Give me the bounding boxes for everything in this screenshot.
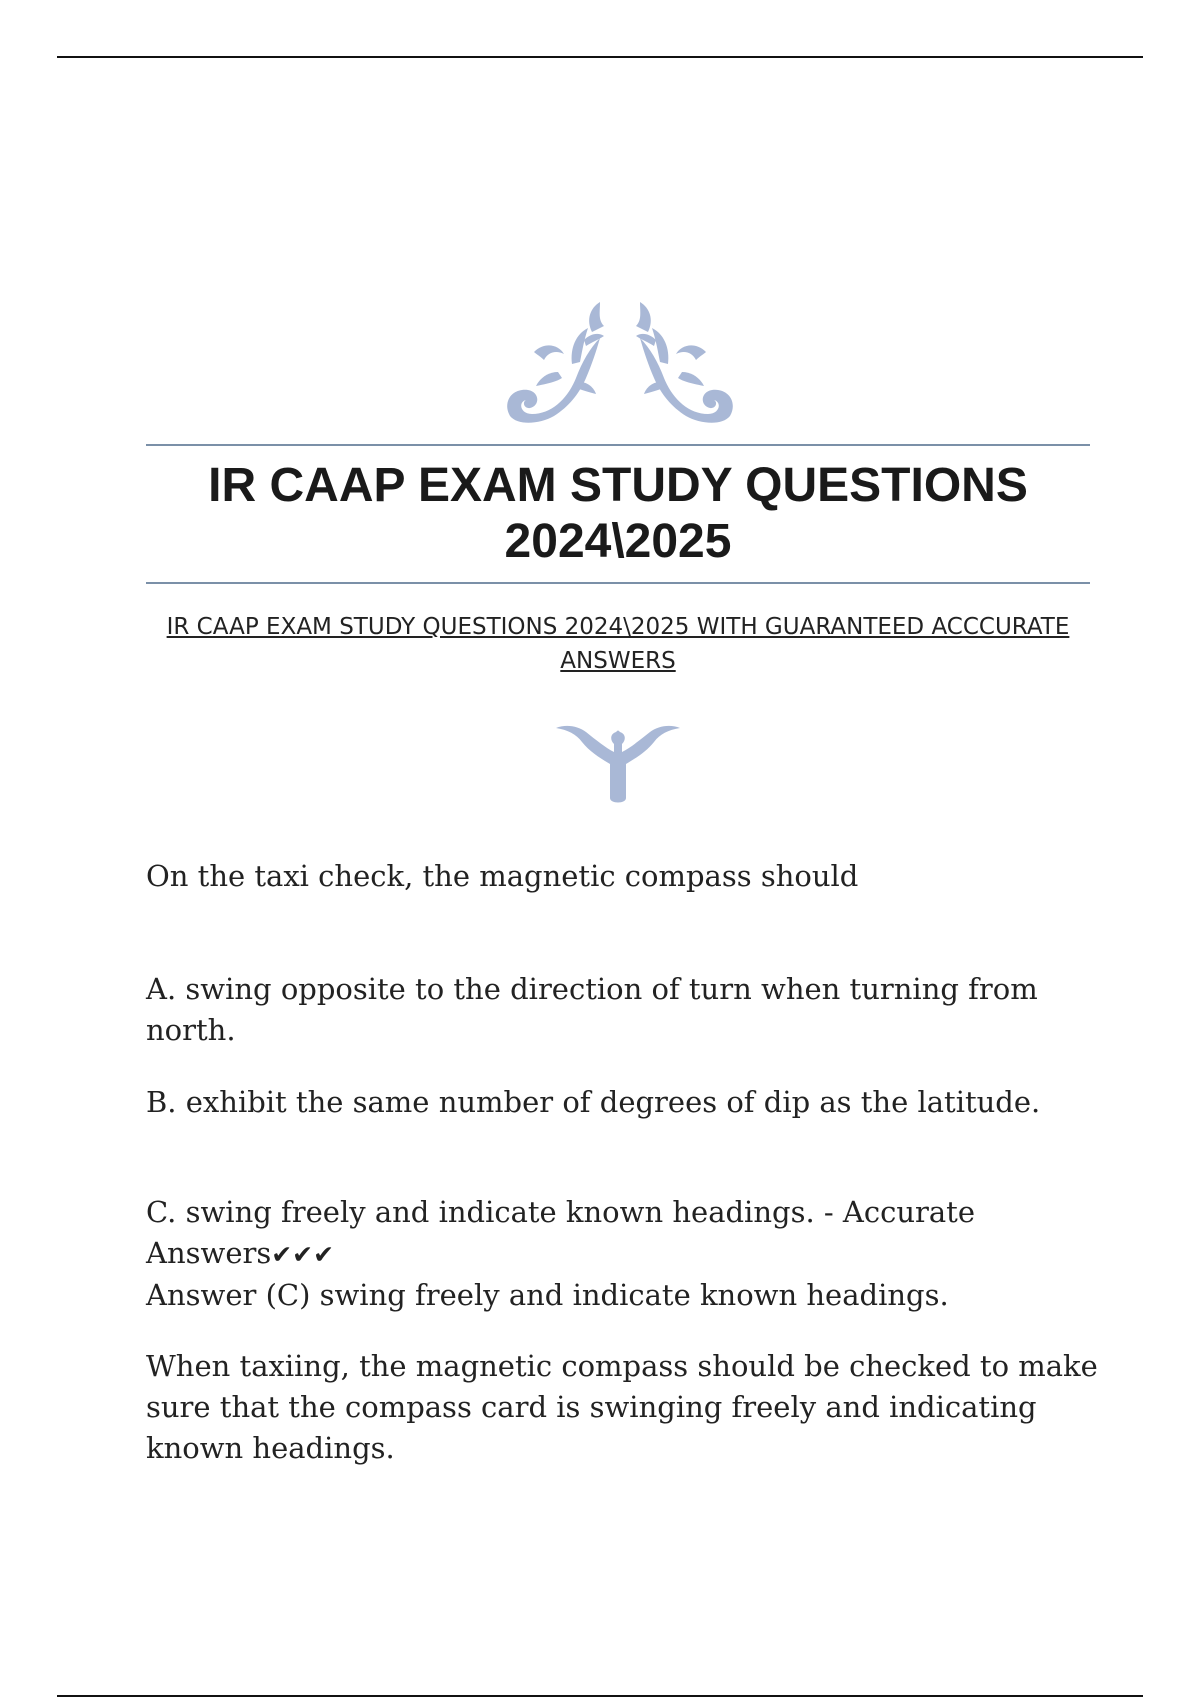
fleuron-ornament-icon [556, 722, 680, 804]
answer-text: Answer (C) swing freely and indicate known headings. [146, 1278, 949, 1312]
option-b: B. exhibit the same number of degrees of dip as the latitude. [146, 1085, 1041, 1119]
check-marks: ✔✔✔ [271, 1240, 335, 1269]
document-subtitle: IR CAAP EXAM STUDY QUESTIONS 2024\2025 WITH GUARANTEED ACCCURATE ANSWERS [166, 614, 1070, 674]
page-bottom-rule [57, 1695, 1143, 1697]
explanation-text: When taxiing, the magnetic compass should be checked to make sure that the compass card is swinging freely and indicating known headings. [146, 1349, 1098, 1465]
option-c-with-answer [146, 1192, 1106, 1316]
page-top-rule [57, 56, 1143, 58]
title-top-rule [146, 444, 1090, 446]
floral-ornament-top-icon [500, 298, 740, 428]
question-text: On the taxi check, the magnetic compass should [146, 859, 859, 893]
document-title: IR CAAP EXAM STUDY QUESTIONS 2024\2025 [208, 459, 1028, 568]
option-a: A. swing opposite to the direction of turn when turning from north. [146, 972, 1038, 1047]
option-c-text: C. swing freely and indicate known headings. - Accurate Answers [146, 1195, 975, 1270]
title-bottom-rule [146, 582, 1090, 584]
